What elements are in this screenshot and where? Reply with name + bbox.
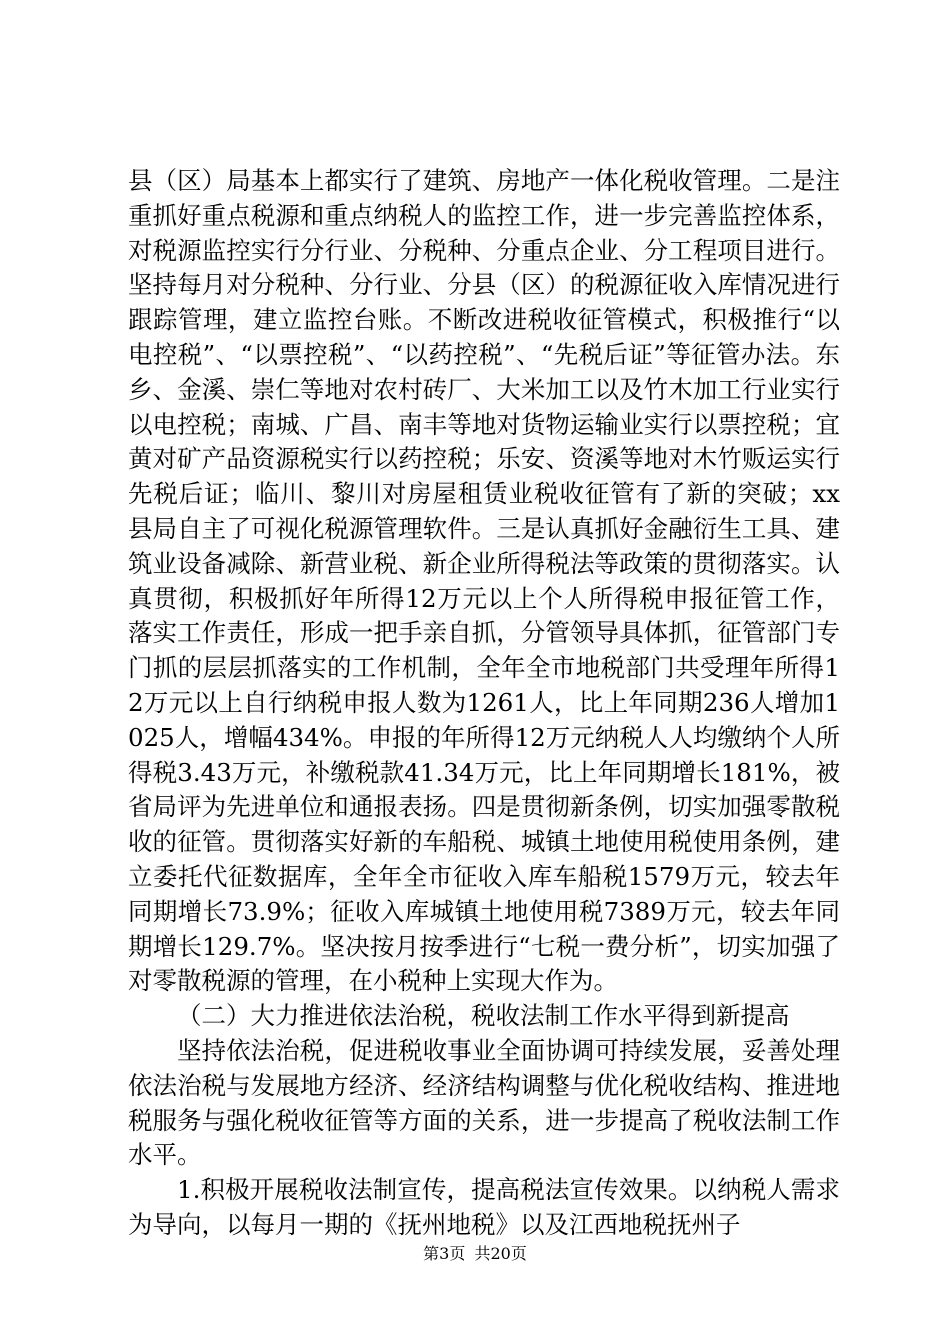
page-footer (0, 1244, 950, 1264)
page-total: 共20页 (474, 1244, 527, 1263)
section-heading-rule-of-law: （二）大力推进依法治税，税收法制工作水平得到新提高 (177, 1001, 790, 1031)
paragraph-tax-management: 县（区）局基本上都实行了建筑、房地产一体化税收管理。二是注重抓好重点税源和重点纳税人的监控工作，进一步完善监控体系，对税源监控实行分行业、分税种、分重点企业、分工程项目进行。坚持每月对分税种、分行业、分县（区）的税源征收入库情况进行跟踪管理，建立监控台账。不断改进税收征管模式，积极推行“以电控税”、“以票控税”、“以药控税”、“先税后证”等征管办法。东乡、金溪、崇仁等地对农村砖厂、大米加工以及竹木加工行业实行以电控税；南城、广昌、南丰等地对货物运输业实行以票控税；宜黄对矿产品资源税实行以药控税；乐安、资溪等地对木竹贩运实行先税后证；临川、黎川对房屋租赁业税收征管有了新的突破；xx县局自主了可视化税源管理软件。三是认真抓好金融衍生工具、建筑业设备减除、新营业税、新企业所得税法等政策的贯彻落实。认真贯彻，积极抓好年所得12万元以上个人所得税申报征管工作，落实工作责任，形成一把手亲自抓，分管领导具体抓，征管部门专门抓的层层抓落实的工作机制，全年全市地税部门共受理年所得12万元以上自行纳税申报人数为1261人，比上年同期236人增加1025人，增幅434%。申报的年所得12万元纳税人人均缴纳个人所得税3.43万元，补缴税款41.34万元，比上年同期增长181%，被省局评为先进单位和通报表扬。四是贯彻新条例，切实加强零散税收的征管。贯彻落实好新的车船税、城镇土地使用税使用条例，建立委托代征数据库，全年全市征收入库车船税1579万元，较去年同期增长73.9%；征收入库城镇土地使用税7389万元，较去年同期增长129.7%。坚决按月按季进行“七税一费分析”，切实加强了对零散税源的管理，在小税种上实现大作为。 (128, 166, 840, 996)
paragraph-tax-publicity: 1.积极开展税收法制宣传，提高税法宣传效果。以纳税人需求为导向，以每月一期的《抚州地税》以及江西地税抚州子 (128, 1175, 840, 1239)
document-body (128, 164, 840, 1243)
page-number: 第3页 (423, 1244, 466, 1263)
paragraph-rule-of-law: 坚持依法治税，促进税收事业全面协调可持续发展，妥善处理依法治税与发展地方经济、经济结构调整与优化税收结构、推进地税服务与强化税收征管等方面的关系，进一步提高了税收法制工作水平。 (128, 1035, 840, 1170)
